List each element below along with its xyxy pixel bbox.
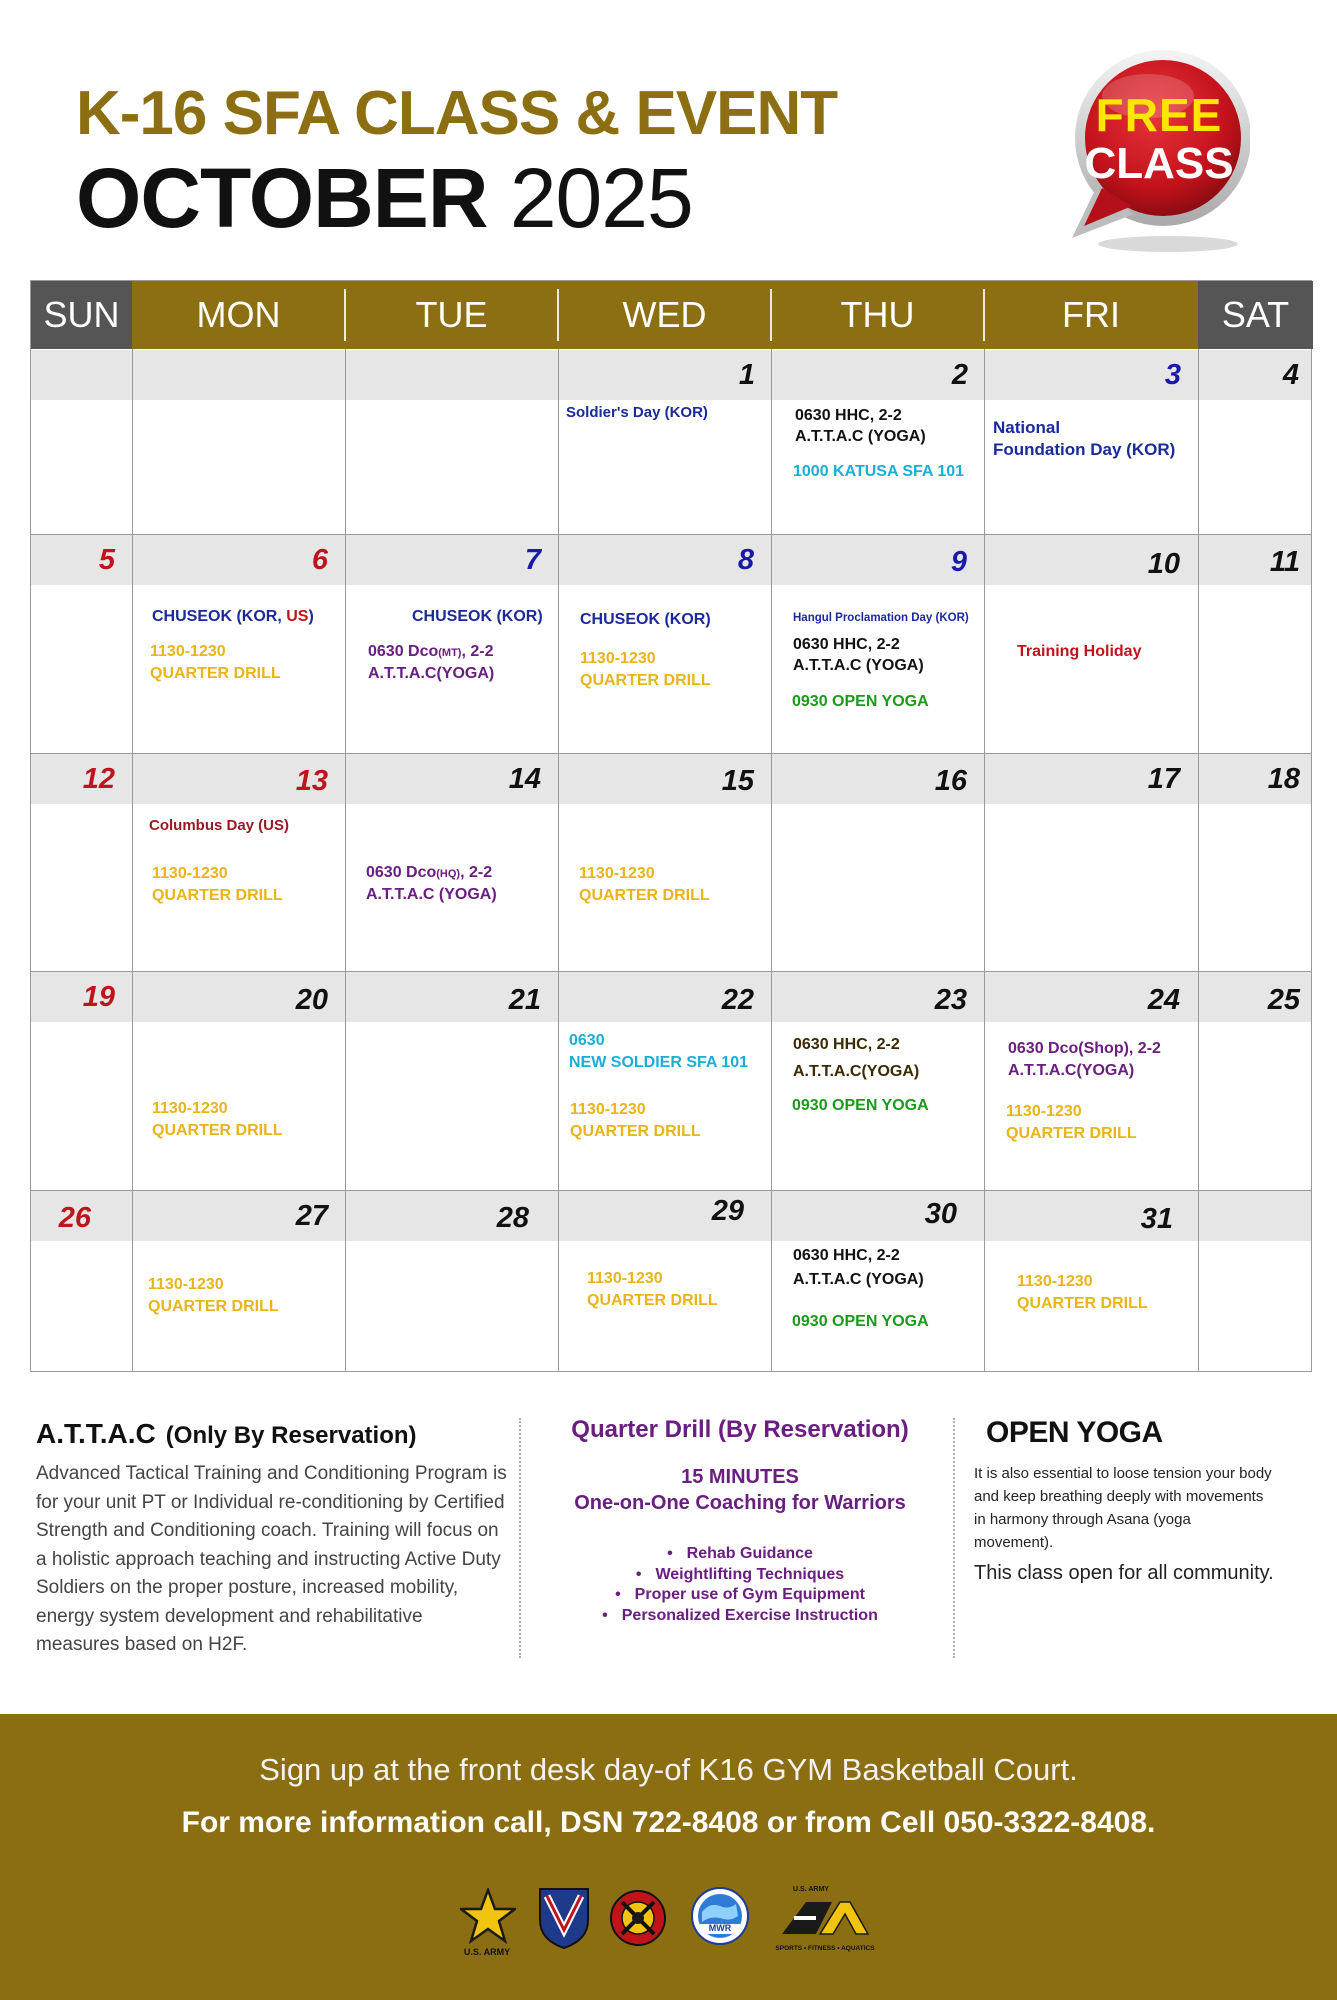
event-quarter-drill: QUARTER DRILL xyxy=(579,887,710,904)
date-strip xyxy=(31,350,1311,400)
event-quarter-drill: QUARTER DRILL xyxy=(1017,1295,1148,1312)
chuseok-us-label: US xyxy=(286,608,309,625)
event-attac-yoga: A.T.T.A.C (YOGA) xyxy=(795,428,926,445)
sponsor-logos xyxy=(0,1882,1337,1962)
army-star-logo xyxy=(460,1888,516,1944)
week-divider xyxy=(31,1190,1311,1191)
event-quarter-drill-time: 1130-1230 xyxy=(579,865,655,882)
event-attac-yoga: A.T.T.A.C (YOGA) xyxy=(793,657,924,674)
attac-description: Advanced Tactical Training and Conditioning Program is for your unit PT or Individual re-conditioning by Certified Strength and Conditioning coach. Training will focus on a holistic approach teaching and instructing Active Duty Soldiers on the proper posture, increased mobility, energy system development and rehabilitative measures based on H2F. xyxy=(36,1463,507,1655)
day-divider xyxy=(1198,349,1199,1371)
day-number-15: 15 xyxy=(721,765,754,797)
day-number-22: 22 xyxy=(721,984,754,1016)
mwr-logo xyxy=(690,1886,750,1948)
day-number-5: 5 xyxy=(98,544,115,576)
event-new-soldier-time: 0630 xyxy=(569,1032,605,1049)
event-open-yoga: 0930 OPEN YOGA xyxy=(792,1097,929,1114)
event-quarter-drill-time: 1130-1230 xyxy=(150,643,226,660)
day-number-30: 30 xyxy=(924,1198,957,1230)
day-number-13: 13 xyxy=(295,765,328,797)
day-number-28: 28 xyxy=(496,1202,529,1234)
day-number-8: 8 xyxy=(737,544,754,576)
header-divider xyxy=(557,289,559,341)
event-quarter-drill-time: 1130-1230 xyxy=(1006,1103,1082,1120)
sfa-caption: SPORTS • FITNESS • AQUATICS xyxy=(775,1945,875,1952)
chuseok-label: CHUSEOK (KOR, xyxy=(152,608,287,625)
date-strip xyxy=(31,972,1311,1022)
day-number-1: 1 xyxy=(738,359,755,391)
attac-name: A.T.T.A.C xyxy=(36,1418,156,1449)
event-soldiers-day: Soldier's Day (KOR) xyxy=(566,404,708,421)
open-yoga-community-note: This class open for all community. xyxy=(974,1562,1274,1584)
day-number-23: 23 xyxy=(934,984,967,1016)
list-item: • Weightlifting Techniques xyxy=(530,1565,950,1586)
event-attac-time: 0630 HHC, 2-2 xyxy=(793,1036,900,1053)
mwr-caption: MWR xyxy=(708,1923,732,1933)
day-number-11: 11 xyxy=(1269,546,1300,578)
event-quarter-drill: QUARTER DRILL xyxy=(580,672,711,689)
event-open-yoga: 0930 OPEN YOGA xyxy=(792,1313,929,1330)
day-number-21: 21 xyxy=(508,984,541,1016)
shield-logo xyxy=(537,1886,591,1950)
event-columbus-day: Columbus Day (US) xyxy=(149,817,290,834)
event-quarter-drill-time: 1130-1230 xyxy=(152,865,228,882)
event-quarter-drill-time: 1130-1230 xyxy=(587,1270,663,1287)
sfa-logo xyxy=(776,1896,874,1942)
year: 2025 xyxy=(509,151,693,245)
event-quarter-drill: QUARTER DRILL xyxy=(148,1298,279,1315)
header-divider xyxy=(983,289,985,341)
event-quarter-drill-time: 1130-1230 xyxy=(152,1100,228,1117)
day-number-16: 16 xyxy=(934,765,967,797)
event-attac-yoga: A.T.T.A.C (YOGA) xyxy=(366,886,497,903)
event-attac-dco-mt xyxy=(368,641,494,664)
badge-class-text: CLASS xyxy=(1084,139,1234,188)
day-number-9: 9 xyxy=(950,546,967,578)
day-number-19: 19 xyxy=(82,981,115,1013)
army-caption: U.S. ARMY xyxy=(463,1947,511,1957)
event-quarter-drill: QUARTER DRILL xyxy=(1006,1125,1137,1142)
event-chuseok-kor: CHUSEOK (KOR) xyxy=(580,611,711,628)
event-attac-yoga: A.T.T.A.C(YOGA) xyxy=(1008,1062,1135,1079)
day-number-6: 6 xyxy=(311,544,328,576)
day-number-18: 18 xyxy=(1267,763,1300,795)
day-number-17: 17 xyxy=(1147,763,1180,795)
weekday-header-row xyxy=(31,281,1311,349)
event-attac-dco-hq xyxy=(366,862,492,885)
weekday-wed: WED xyxy=(558,281,771,349)
quarter-drill-duration: 15 MINUTES xyxy=(681,1466,799,1488)
day-number-3: 3 xyxy=(1164,359,1181,391)
date-strip xyxy=(31,754,1311,804)
event-chuseok-kor: CHUSEOK (KOR) xyxy=(412,608,543,625)
attac-dco-time: 0630 Dco xyxy=(366,864,437,881)
chuseok-close-paren: ) xyxy=(308,608,314,625)
attac-dco-unit: (HQ) xyxy=(436,868,461,880)
event-quarter-drill-time: 1130-1230 xyxy=(580,650,656,667)
event-quarter-drill-time: 1130-1230 xyxy=(148,1276,224,1293)
section-divider xyxy=(519,1418,521,1658)
event-hangul-day: Hangul Proclamation Day (KOR) xyxy=(793,612,969,624)
day-number-14: 14 xyxy=(508,763,541,795)
event-new-soldier-sfa-101: NEW SOLDIER SFA 101 xyxy=(569,1054,748,1071)
event-quarter-drill-time: 1130-1230 xyxy=(1017,1273,1093,1290)
event-national-foundation-day-line2: Foundation Day (KOR) xyxy=(993,440,1176,459)
event-attac-yoga: A.T.T.A.C (YOGA) xyxy=(793,1271,924,1288)
weekday-tue: TUE xyxy=(345,281,558,349)
attac-reservation-note: (Only By Reservation) xyxy=(165,1422,417,1449)
event-quarter-drill: QUARTER DRILL xyxy=(570,1123,701,1140)
event-attac-yoga: A.T.T.A.C(YOGA) xyxy=(368,665,495,682)
installation-crest-logo xyxy=(608,1888,668,1948)
day-number-27: 27 xyxy=(295,1200,328,1232)
attac-dco-unit: (MT) xyxy=(438,647,462,659)
calendar-grid xyxy=(30,280,1312,1372)
month-name: OCTOBER xyxy=(76,151,488,245)
open-yoga-title: OPEN YOGA xyxy=(986,1416,1163,1449)
event-attac-dco-shop: 0630 Dco(Shop), 2-2 xyxy=(1008,1040,1161,1057)
day-number-10: 10 xyxy=(1147,548,1180,580)
event-chuseok-kor-us xyxy=(152,606,314,628)
week-divider xyxy=(31,753,1311,754)
weekday-sun: SUN xyxy=(31,281,132,349)
event-open-yoga: 0930 OPEN YOGA xyxy=(792,693,929,710)
month-title xyxy=(76,150,693,247)
open-yoga-description: It is also essential to loose tension your body and keep breathing deeply with movements in harmony through Asana (yoga movement). xyxy=(974,1465,1272,1551)
event-attac-yoga: A.T.T.A.C(YOGA) xyxy=(793,1063,920,1080)
attac-dco-battalion: , 2-2 xyxy=(461,643,494,660)
date-strip xyxy=(31,535,1311,585)
list-item: • Personalized Exercise Instruction xyxy=(530,1606,950,1627)
signup-info: Sign up at the front desk day-of K16 GYM Basketball Court. xyxy=(259,1752,1078,1787)
day-number-20: 20 xyxy=(295,984,328,1016)
attac-dco-time: 0630 Dco xyxy=(368,643,439,660)
quarter-drill-title: Quarter Drill (By Reservation) xyxy=(571,1416,909,1443)
section-divider xyxy=(953,1418,955,1658)
day-number-24: 24 xyxy=(1147,984,1180,1016)
day-number-26: 26 xyxy=(58,1202,91,1234)
weekday-sat: SAT xyxy=(1198,281,1313,349)
day-number-25: 25 xyxy=(1267,984,1300,1016)
event-katusa-sfa-101: 1000 KATUSA SFA 101 xyxy=(793,463,965,480)
badge-free-text: FREE xyxy=(1095,89,1223,141)
week-divider xyxy=(31,971,1311,972)
attac-title xyxy=(36,1418,417,1450)
list-item: • Proper use of Gym Equipment xyxy=(530,1585,950,1606)
day-divider xyxy=(345,349,346,1371)
event-national-foundation-day: National xyxy=(993,418,1061,437)
free-class-label xyxy=(1068,89,1250,188)
day-divider xyxy=(558,349,559,1371)
event-quarter-drill: QUARTER DRILL xyxy=(150,665,281,682)
weekday-fri: FRI xyxy=(984,281,1198,349)
header-divider xyxy=(344,289,346,341)
event-quarter-drill: QUARTER DRILL xyxy=(152,1122,283,1139)
event-attac-time: 0630 HHC, 2-2 xyxy=(793,636,900,653)
header-divider xyxy=(770,289,772,341)
event-quarter-drill: QUARTER DRILL xyxy=(587,1292,718,1309)
day-number-12: 12 xyxy=(82,763,115,795)
weekday-mon: MON xyxy=(132,281,345,349)
quarter-drill-list xyxy=(530,1544,950,1626)
sfa-caption-top: U.S. ARMY xyxy=(793,1886,829,1893)
day-number-7: 7 xyxy=(524,544,541,576)
contact-info: For more information call, DSN 722-8408 or from Cell 050-3322-8408. xyxy=(181,1806,1156,1839)
attac-dco-battalion: , 2-2 xyxy=(460,864,493,881)
day-number-31: 31 xyxy=(1140,1203,1173,1235)
event-training-holiday: Training Holiday xyxy=(1017,643,1142,660)
event-attac-time: 0630 HHC, 2-2 xyxy=(793,1247,900,1264)
day-divider xyxy=(132,349,133,1371)
day-number-4: 4 xyxy=(1282,359,1299,391)
quarter-drill-subtitle: One-on-One Coaching for Warriors xyxy=(574,1492,906,1514)
event-quarter-drill: QUARTER DRILL xyxy=(152,887,283,904)
day-divider xyxy=(771,349,772,1371)
event-quarter-drill-time: 1130-1230 xyxy=(570,1101,646,1118)
day-divider xyxy=(984,349,985,1371)
day-number-29: 29 xyxy=(711,1195,744,1227)
day-number-2: 2 xyxy=(951,359,968,391)
event-attac-time: 0630 HHC, 2-2 xyxy=(795,407,902,424)
event-title: K-16 SFA CLASS & EVENT xyxy=(76,79,838,148)
weekday-thu: THU xyxy=(771,281,984,349)
week-divider xyxy=(31,534,1311,535)
list-item: • Rehab Guidance xyxy=(530,1544,950,1565)
